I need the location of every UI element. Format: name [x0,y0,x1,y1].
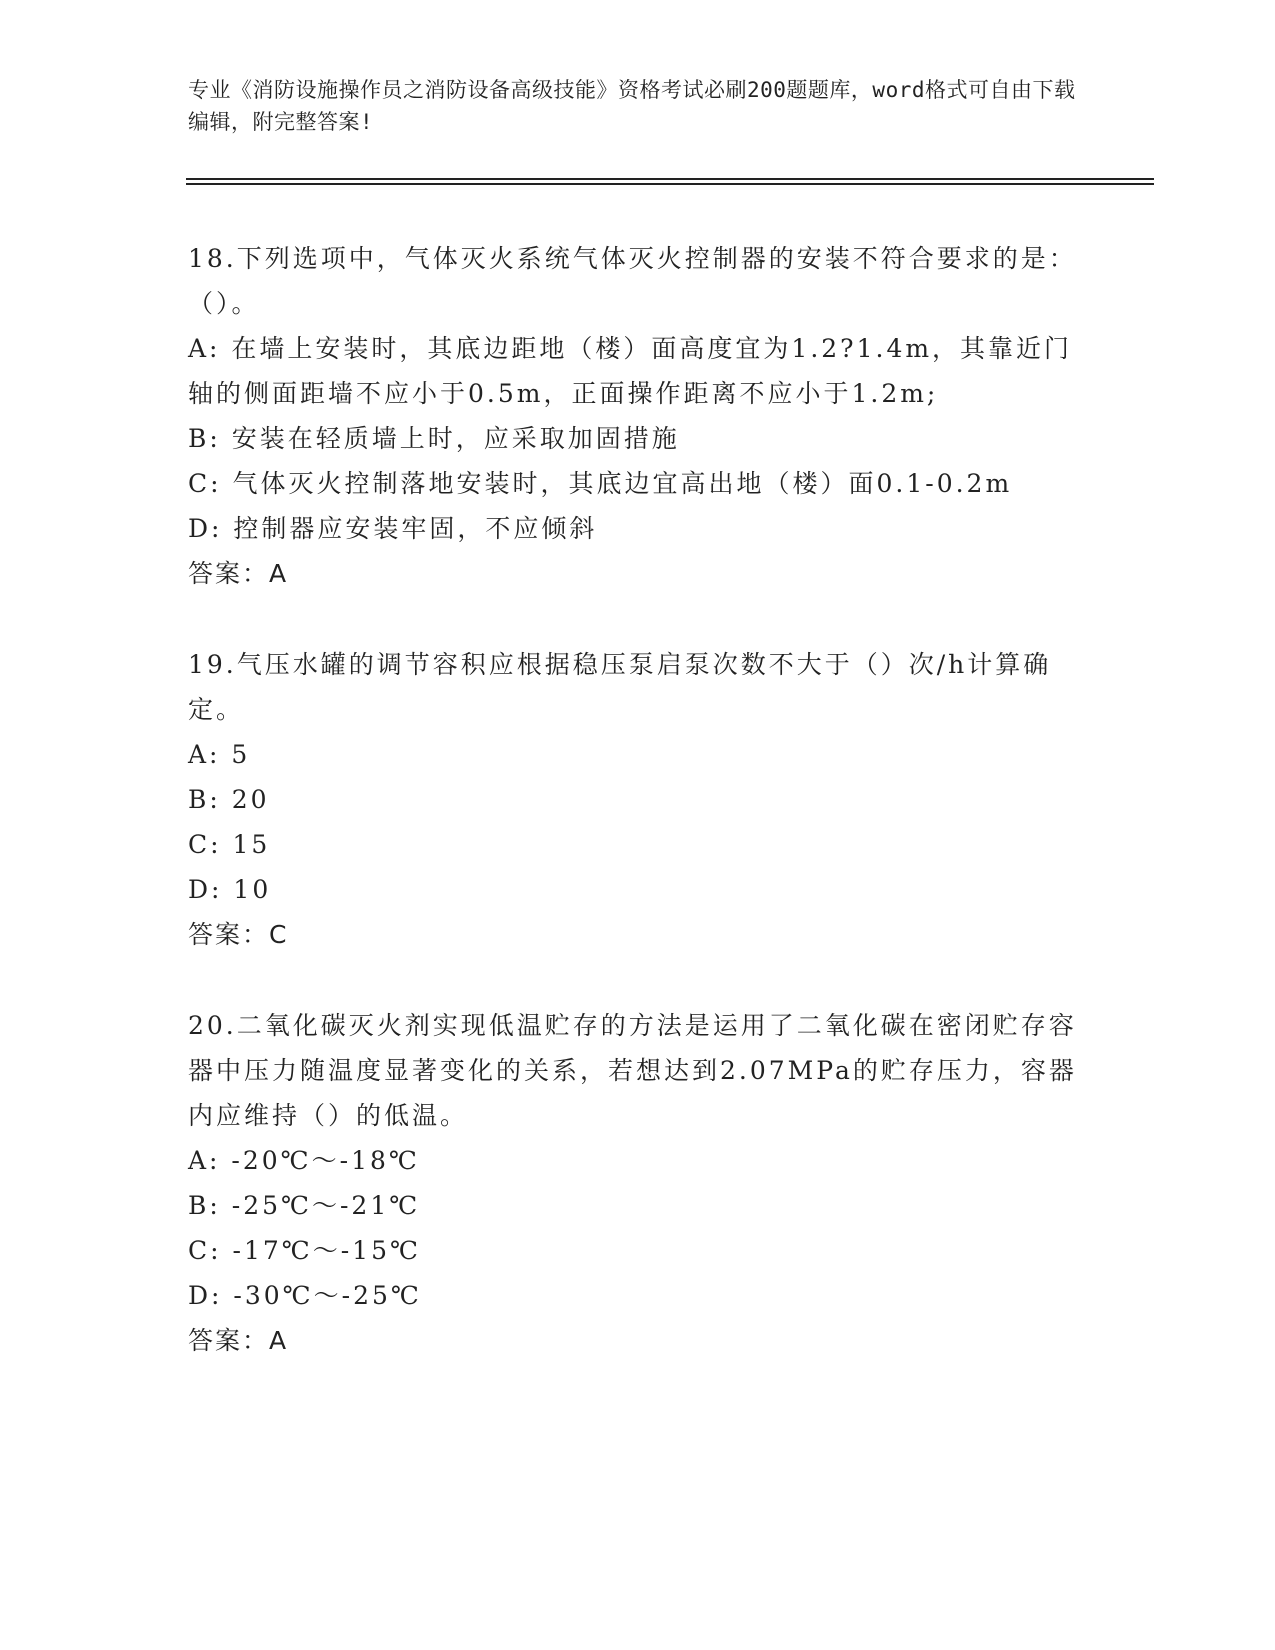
header-divider-bottom [186,183,1154,185]
option-c: C: 气体灭火控制落地安装时，其底边宜高出地（楼）面0.1-0.2m [188,469,1013,498]
option-b: B: 安装在轻质墙上时，应采取加固措施 [188,424,680,453]
question-18 [188,236,1088,596]
question-list [188,236,1088,1409]
option-b: B: 20 [188,785,270,814]
option-b: B: -25℃～-21℃ [188,1191,421,1220]
answer-label: 答案：A [188,1326,289,1355]
question-19 [188,642,1088,957]
option-d: D: 10 [188,875,272,904]
question-stem: 20.二氧化碳灭火剂实现低温贮存的方法是运用了二氧化碳在密闭贮存容器中压力随温度显著变化的关系，若想达到2.07MPa的贮存压力，容器内应维持（）的低温。 [188,1011,1077,1130]
question-stem: 18.下列选项中，气体灭火系统气体灭火控制器的安装不符合要求的是：（）。 [188,244,1077,318]
question-stem: 19.气压水罐的调节容积应根据稳压泵启泵次数不大于（）次/h计算确定。 [188,650,1052,724]
question-20 [188,1003,1088,1363]
option-a: A: 5 [188,740,251,769]
option-a: A: -20℃～-18℃ [188,1146,420,1175]
header-divider-top [186,178,1154,180]
option-d: D: -30℃～-25℃ [188,1281,422,1310]
document-header: 专业《消防设施操作员之消防设备高级技能》资格考试必刷200题题库，word格式可自由下载编辑，附完整答案! [188,78,1076,134]
option-c: C: 15 [188,830,271,859]
answer-label: 答案：C [188,920,289,949]
answer-label: 答案：A [188,559,289,588]
option-a: A: 在墙上安装时，其底边距地（楼）面高度宜为1.2?1.4m，其靠近门轴的侧面距墙不应小于0.5m，正面操作距离不应小于1.2m; [188,334,1073,408]
option-c: C: -17℃～-15℃ [188,1236,421,1265]
option-d: D: 控制器应安装牢固，不应倾斜 [188,514,598,543]
